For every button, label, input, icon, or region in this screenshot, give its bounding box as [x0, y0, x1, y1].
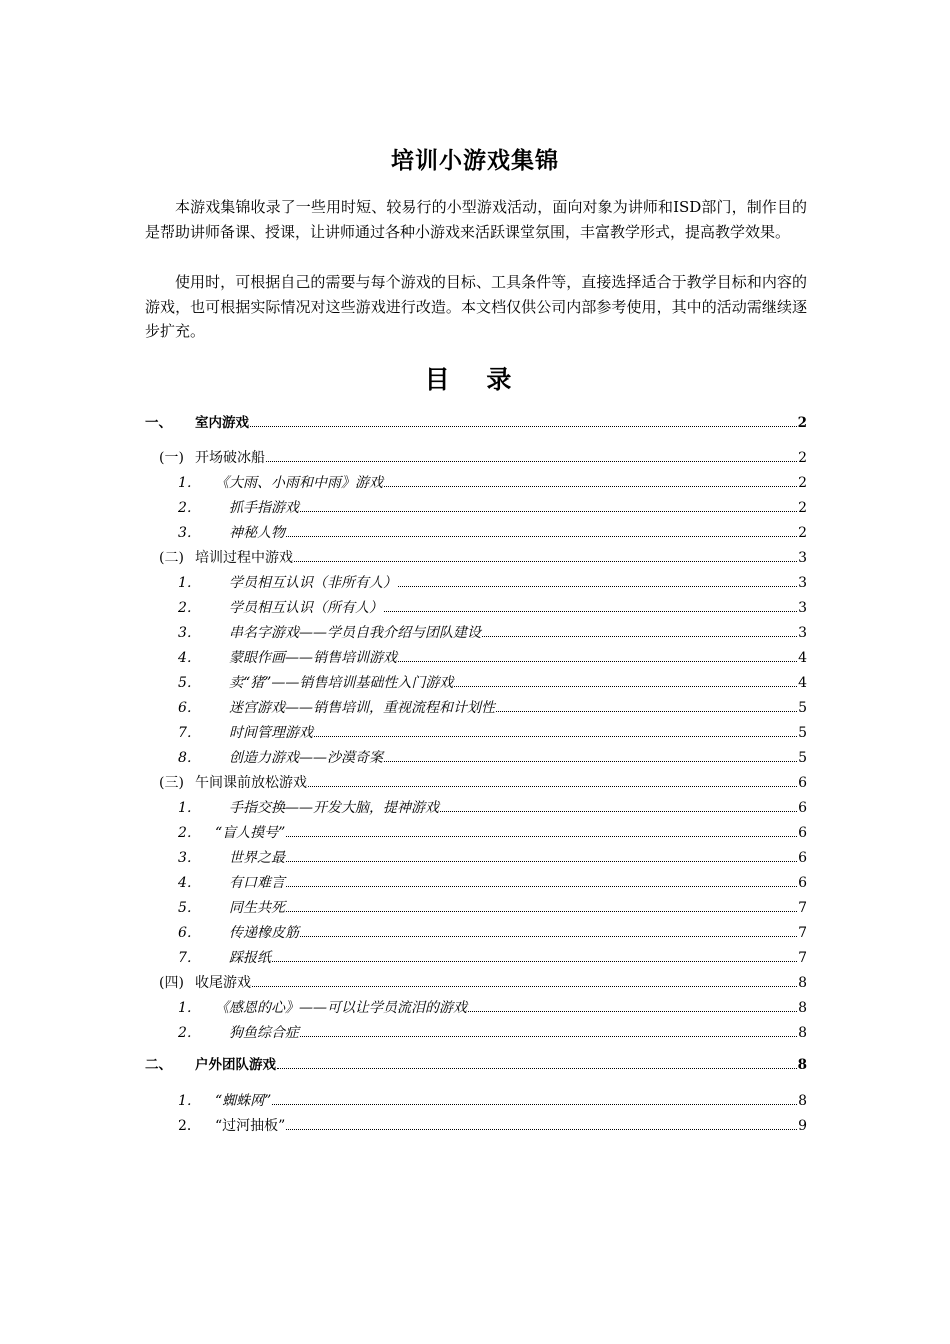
toc-entry-label: 迷宫游戏——销售培训，重视流程和计划性 [229, 700, 495, 716]
toc-entry-number: 3． [178, 850, 201, 866]
toc-entry-page: 5 [798, 750, 807, 766]
toc-entry-label: 有口难言 [229, 875, 285, 891]
toc-entry-number: 1． [178, 575, 201, 591]
toc-entry-number: (四) [159, 975, 184, 991]
toc-leader-dots [300, 936, 797, 937]
toc-entry[interactable] [145, 895, 807, 917]
toc-leader-dots [272, 1104, 797, 1105]
toc-entry-page: 7 [798, 900, 807, 916]
toc-entry[interactable] [145, 870, 807, 892]
toc-entry[interactable] [145, 595, 807, 617]
toc-entry-page: 6 [798, 825, 807, 841]
toc-entry[interactable] [145, 720, 807, 742]
toc-entry-page: 3 [798, 550, 807, 566]
toc-entry-label: 卖“猪”——销售培训基础性入门游戏 [229, 675, 454, 691]
toc-leader-dots [384, 486, 797, 487]
toc-entry-number: 6． [178, 925, 201, 941]
toc-leader-dots [300, 511, 797, 512]
toc-leader-dots [286, 536, 797, 537]
toc-entry-page: 6 [798, 850, 807, 866]
toc-entry-number: 6． [178, 700, 201, 716]
toc-entry-page: 6 [798, 875, 807, 891]
toc-entry[interactable] [145, 545, 807, 567]
toc-entry-page: 7 [798, 950, 807, 966]
toc-entry-page: 2 [798, 525, 807, 541]
toc-entry[interactable] [145, 820, 807, 842]
toc-entry-label: 时间管理游戏 [229, 725, 313, 741]
toc-entry[interactable] [145, 845, 807, 867]
toc-entry-number: 3． [178, 525, 201, 541]
toc-entry-label: 午间课前放松游戏 [195, 775, 307, 791]
toc-entry-page: 7 [798, 925, 807, 941]
toc-entry-page: 3 [798, 625, 807, 641]
toc-entry[interactable] [145, 520, 807, 542]
toc-entry[interactable] [145, 620, 807, 642]
toc-entry-page: 2 [798, 475, 807, 491]
toc-entry-number: 8． [178, 750, 201, 766]
toc-leader-dots [398, 661, 797, 662]
toc-heading: 目 录 [424, 365, 526, 394]
toc-entry-number: 1． [178, 800, 201, 816]
toc-leader-dots [250, 426, 797, 427]
toc-entry-number: 2． [178, 825, 201, 841]
toc-entry-page: 8 [797, 1057, 807, 1073]
toc-entry-label: 踩报纸 [229, 950, 271, 966]
toc-entry-page: 2 [798, 500, 807, 516]
toc-entry-label: 传递橡皮筋 [229, 925, 299, 941]
toc-entry-number: 2． [178, 1118, 201, 1134]
toc-leader-dots [482, 636, 797, 637]
toc-leader-dots [286, 836, 797, 837]
toc-entry-number: 4． [178, 650, 201, 666]
toc-entry-number: 2． [178, 1025, 201, 1041]
toc-entry[interactable] [145, 1088, 807, 1110]
toc-entry[interactable] [145, 920, 807, 942]
toc-entry-number: 2． [178, 600, 201, 616]
toc-entry[interactable] [145, 795, 807, 817]
toc-entry-label: “蜘蛛网” [215, 1093, 272, 1109]
toc-entry-number: 3． [178, 625, 201, 641]
toc-entry[interactable] [145, 995, 807, 1017]
toc-entry-label: 狗鱼综合症 [229, 1025, 299, 1041]
toc-entry-label: 创造力游戏——沙漠奇案 [229, 750, 383, 766]
toc-entry-label: 培训过程中游戏 [195, 550, 293, 566]
toc-entry-page: 8 [798, 1093, 807, 1109]
toc-entry[interactable] [145, 570, 807, 592]
toc-entry-page: 9 [798, 1118, 807, 1134]
toc-entry[interactable] [145, 1113, 807, 1135]
toc-entry-label: 《感恩的心》——可以让学员流泪的游戏 [215, 1000, 467, 1016]
document-title: 培训小游戏集锦 [391, 147, 559, 174]
toc-entry-number: 2． [178, 500, 201, 516]
toc-entry-number: (三) [159, 775, 184, 791]
toc-entry-page: 5 [798, 725, 807, 741]
toc-entry[interactable] [145, 645, 807, 667]
toc-leader-dots [286, 911, 797, 912]
toc-leader-dots [300, 1036, 797, 1037]
toc-entry[interactable] [145, 1020, 807, 1042]
toc-entry[interactable] [145, 495, 807, 517]
toc-leader-dots [286, 1129, 797, 1130]
toc-entry[interactable] [145, 445, 807, 467]
toc-entry-number: 5． [178, 675, 201, 691]
toc-entry-page: 5 [798, 700, 807, 716]
toc-entry[interactable] [145, 1052, 807, 1074]
toc-entry-number: 7． [178, 725, 201, 741]
toc-entry-label: 开场破冰船 [195, 450, 265, 466]
toc-entry-label: 串名字游戏——学员自我介绍与团队建设 [229, 625, 481, 641]
toc-entry-label: 蒙眼作画——销售培训游戏 [229, 650, 397, 666]
toc-entry-page: 4 [798, 675, 807, 691]
toc-entry[interactable] [145, 945, 807, 967]
toc-entry-label: “过河抽板” [215, 1118, 286, 1134]
toc-entry-number: 一、 [145, 415, 172, 431]
toc-entry-label: 抓手指游戏 [229, 500, 299, 516]
toc-entry-page: 6 [798, 775, 807, 791]
toc-entry-label: 收尾游戏 [195, 975, 251, 991]
toc-leader-dots [252, 986, 797, 987]
toc-leader-dots [384, 611, 797, 612]
toc-leader-dots [286, 886, 797, 887]
toc-leader-dots [496, 711, 797, 712]
toc-entry-number: 1． [178, 1000, 201, 1016]
toc-leader-dots [398, 586, 797, 587]
toc-leader-dots [294, 561, 797, 562]
toc-entry-label: 室内游戏 [195, 415, 249, 431]
toc-leader-dots [266, 461, 797, 462]
toc-entry[interactable] [145, 745, 807, 767]
toc-leader-dots [384, 761, 797, 762]
toc-entry-number: 4． [178, 875, 201, 891]
toc-entry-number: (二) [159, 550, 184, 566]
toc-entry[interactable] [145, 470, 807, 492]
toc-leader-dots [314, 736, 797, 737]
toc-entry-number: 1． [178, 475, 201, 491]
toc-entry-label: 手指交换——开发大脑，提神游戏 [229, 800, 439, 816]
toc-entry-page: 2 [798, 450, 807, 466]
toc-entry-page: 4 [798, 650, 807, 666]
toc-entry-label: 学员相互认识（所有人） [229, 600, 383, 616]
toc-leader-dots [277, 1068, 797, 1069]
toc-entry-page: 8 [798, 1025, 807, 1041]
toc-entry-number: 5． [178, 900, 201, 916]
toc-entry-label: 学员相互认识（非所有人） [229, 575, 397, 591]
toc-entry-page: 3 [798, 600, 807, 616]
toc-leader-dots [440, 811, 797, 812]
toc-leader-dots [454, 686, 797, 687]
toc-entry[interactable] [145, 670, 807, 692]
intro-paragraph-2: 使用时，可根据自己的需要与每个游戏的目标、工具条件等，直接选择适合于教学目标和内容的游戏，也可根据实际情况对这些游戏进行改造。本文档仅供公司内部参考使用，其中的活动需继续逐步扩充。 [145, 273, 807, 340]
toc-entry-number: 1． [178, 1093, 201, 1109]
toc-entry-page: 8 [798, 975, 807, 991]
toc-entry[interactable] [145, 695, 807, 717]
toc-entry-number: (一) [159, 450, 184, 466]
toc-entry-page: 2 [797, 415, 807, 431]
toc-entry-number: 7． [178, 950, 201, 966]
toc-entry[interactable] [145, 970, 807, 992]
toc-entry-label: 《大雨、小雨和中雨》游戏 [215, 475, 383, 491]
toc-entry-page: 8 [798, 1000, 807, 1016]
toc-entry-label: 神秘人物 [229, 525, 285, 541]
intro-paragraph-1: 本游戏集锦收录了一些用时短、较易行的小型游戏活动，面向对象为讲师和ISD部门，制作目的是帮助讲师备课、授课，让讲师通过各种小游戏来活跃课堂氛围，丰富教学形式，提高教学效果。 [145, 198, 807, 241]
toc-entry-page: 3 [798, 575, 807, 591]
toc-entry-label: 世界之最 [229, 850, 285, 866]
toc-entry-label: 同生共死 [229, 900, 285, 916]
toc-leader-dots [308, 786, 797, 787]
toc-leader-dots [468, 1011, 797, 1012]
toc-entry[interactable] [145, 410, 807, 432]
toc-entry-number: 二、 [145, 1057, 172, 1073]
toc-entry-label: 户外团队游戏 [195, 1057, 276, 1073]
toc-leader-dots [272, 961, 797, 962]
toc-entry-page: 6 [798, 800, 807, 816]
toc-leader-dots [286, 861, 797, 862]
toc-entry[interactable] [145, 770, 807, 792]
toc-entry-label: “盲人摸号” [215, 825, 286, 841]
